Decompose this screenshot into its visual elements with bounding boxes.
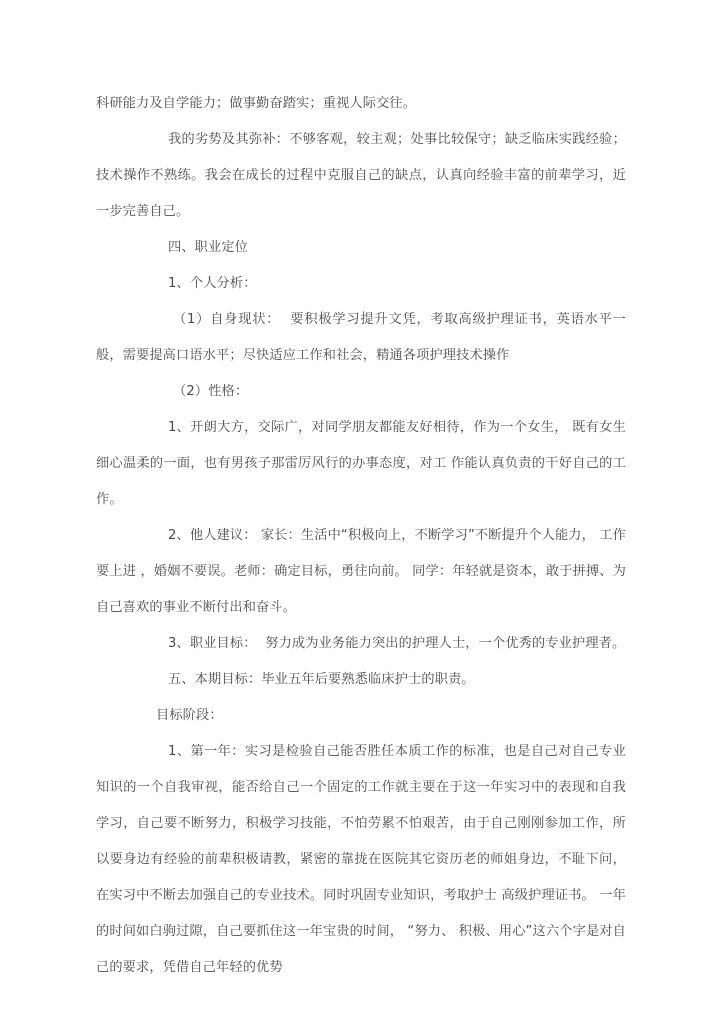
paragraph-personality-description: 1、开朗大方，交际广，对同学朋友都能友好相待，作为一个女生， 既有女生细心温柔的一面，也有男孩子那雷厉风行的办事态度，对工 作能认真负责的干好自己的工作。 bbox=[96, 420, 626, 507]
paragraph-research-ability: 科研能力及自学能力；做事勤奋踏实；重视人际交往。 bbox=[96, 96, 417, 111]
paragraph-self-status: （1）自身现状： 要积极学习提升文凭，考取高级护理证书，英语水平一般，需要提高口语水平；尽快适应工作和社会，精通各项护理技术操作 bbox=[96, 312, 626, 363]
paragraph-career-objective: 3、职业目标： 努力成为业务能力突出的护理人士，一个优秀的专业护理者。 bbox=[168, 636, 626, 651]
paragraph-others-advice: 2、他人建议： 家长：生活中“积极向上，不断学习”不断提升个人能力， 工作要上进 ，婚姻不要误。老师：确定目标，勇往向前。 同学：年轻就是资本，敢于拼搏、为自己喜欢的事业不断付出和奋斗。 bbox=[96, 528, 626, 615]
paragraph-first-year-plan: 1、第一年：实习是检验自己能否胜任本质工作的标准，也是自己对自己专业知识的一个自我审视，能否给自己一个固定的工作就主要在于这一年实习中的表现和自我学习，自己要不断努力，积极学习技能，不怕劳累不怕艰苦，由于自己刚刚参加工作，所以要身边有经验的前辈积极请教，紧密的靠拢在医院其它资历老的师姐身边，不耻下问， 在实习中不断去加强自己的专业技术。同时巩固专业知识，考取护士 高级护理证书。 一年的时间如白驹过隙，自己要抓住这一年宝贵的时间， “努力、 积极、用心”这六个字是对自己的要求，凭借自己年轻的优势 bbox=[96, 744, 631, 975]
heading-section-five-current-goal: 五、本期目标：毕业五年后要熟悉临床护士的职责。 bbox=[168, 672, 475, 687]
subheading-personal-analysis: 1、个人分析： bbox=[168, 276, 257, 291]
heading-section-four-career-positioning: 四、职业定位 bbox=[168, 240, 249, 255]
subheading-personality: （2）性格： bbox=[173, 384, 249, 399]
paragraph-weakness-and-remedy: 我的劣势及其弥补：不够客观，较主观；处事比较保守；缺乏临床实践经验；技术操作不熟练。我会在成长的过程中克服自己的缺点，认真向经验丰富的前辈学习，近一步完善自己。 bbox=[96, 132, 626, 219]
subheading-goal-stages: 目标阶段： bbox=[156, 708, 223, 723]
document-text-body bbox=[96, 86, 631, 986]
